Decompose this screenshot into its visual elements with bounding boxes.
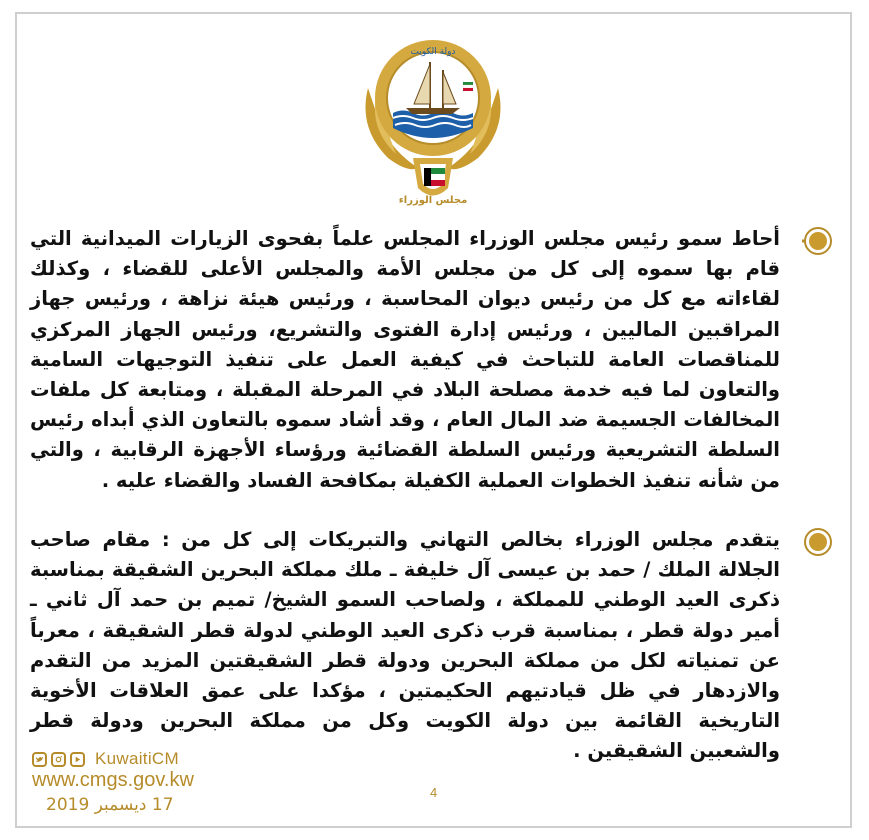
website-link[interactable]: www.cmgs.gov.kw (32, 769, 194, 791)
paragraph-bullet-icon (802, 225, 834, 257)
instagram-icon[interactable] (51, 752, 66, 767)
social-links (32, 749, 179, 769)
emblem-top-text: دولة الكويت (410, 47, 456, 57)
paragraph-bullet-icon (802, 526, 834, 558)
news-paragraph-1: أحاط سمو رئيس مجلس الوزراء المجلس علماً بفحوى الزيارات الميدانية التي قام بها سموه إلى كل من مجلس الأمة والمجلس الأعلى للقضاء ، وكذلك لقاءاته مع كل من رئيس ديوان المحاسبة ، ورئيس هيئة نزاهة ، ورئيس جهاز المراقبين الماليين ، ورئيس إدارة الفتوى والتشريع، ورئيس الجهاز المركزي للمناقصات العامة للتباحث في كيفية العمل على تنفيذ التوجيهات السامية والتعاون لما فيه خدمة مصلحة البلاد في المرحلة المقبلة ، ومتابعة كل ملفات المخالفات الجسيمة ضد المال العام ، وقد أشاد سموه بالتعاون الذي أبداه رئيس السلطة التشريعية ورئيس السلطة القضائية ورؤساء الأجهزة الرقابية ، والتي من شأنه تنفيذ الخطوات العملية الكفيلة بمكافحة الفساد والقضاء عليه . (30, 227, 780, 492)
youtube-icon[interactable] (70, 752, 85, 767)
twitter-icon[interactable] (32, 752, 47, 767)
news-paragraph-2: يتقدم مجلس الوزراء بخالص التهاني والتبريكات إلى كل من : مقام صاحب الجلالة الملك / حمد بن عيسى آل خليفة ـ ملك مملكة البحرين الشقيقة بمناسبة ذكرى العيد الوطني للمملكة ، ولصاحب السمو الشيخ/ تميم بن حمد آل ثاني ـ أمير دولة قطر ، بمناسبة قرب ذكرى العيد الوطني لدولة قطر الشقيقة ، معرباً عن تمنياته لكل من مملكة البحرين ودولة قطر الشقيقتين المزيد من التقدم والازدهار في ظل قيادتيهم الحكيمتين ، مؤكدا على عمق العلاقات الأخوية التاريخية القائمة بين دولة الكويت وكل من مملكة البحرين ودولة قطر والشعبين الشقيقين . (30, 528, 780, 763)
emblem-bottom-text: مجلس الوزراء (398, 195, 468, 206)
publication-date: 17 ديسمبر 2019 (46, 795, 174, 815)
social-handle[interactable]: KuwaitiCM (95, 749, 179, 768)
page-number: 4 (430, 785, 438, 800)
council-of-ministers-emblem (348, 18, 518, 208)
